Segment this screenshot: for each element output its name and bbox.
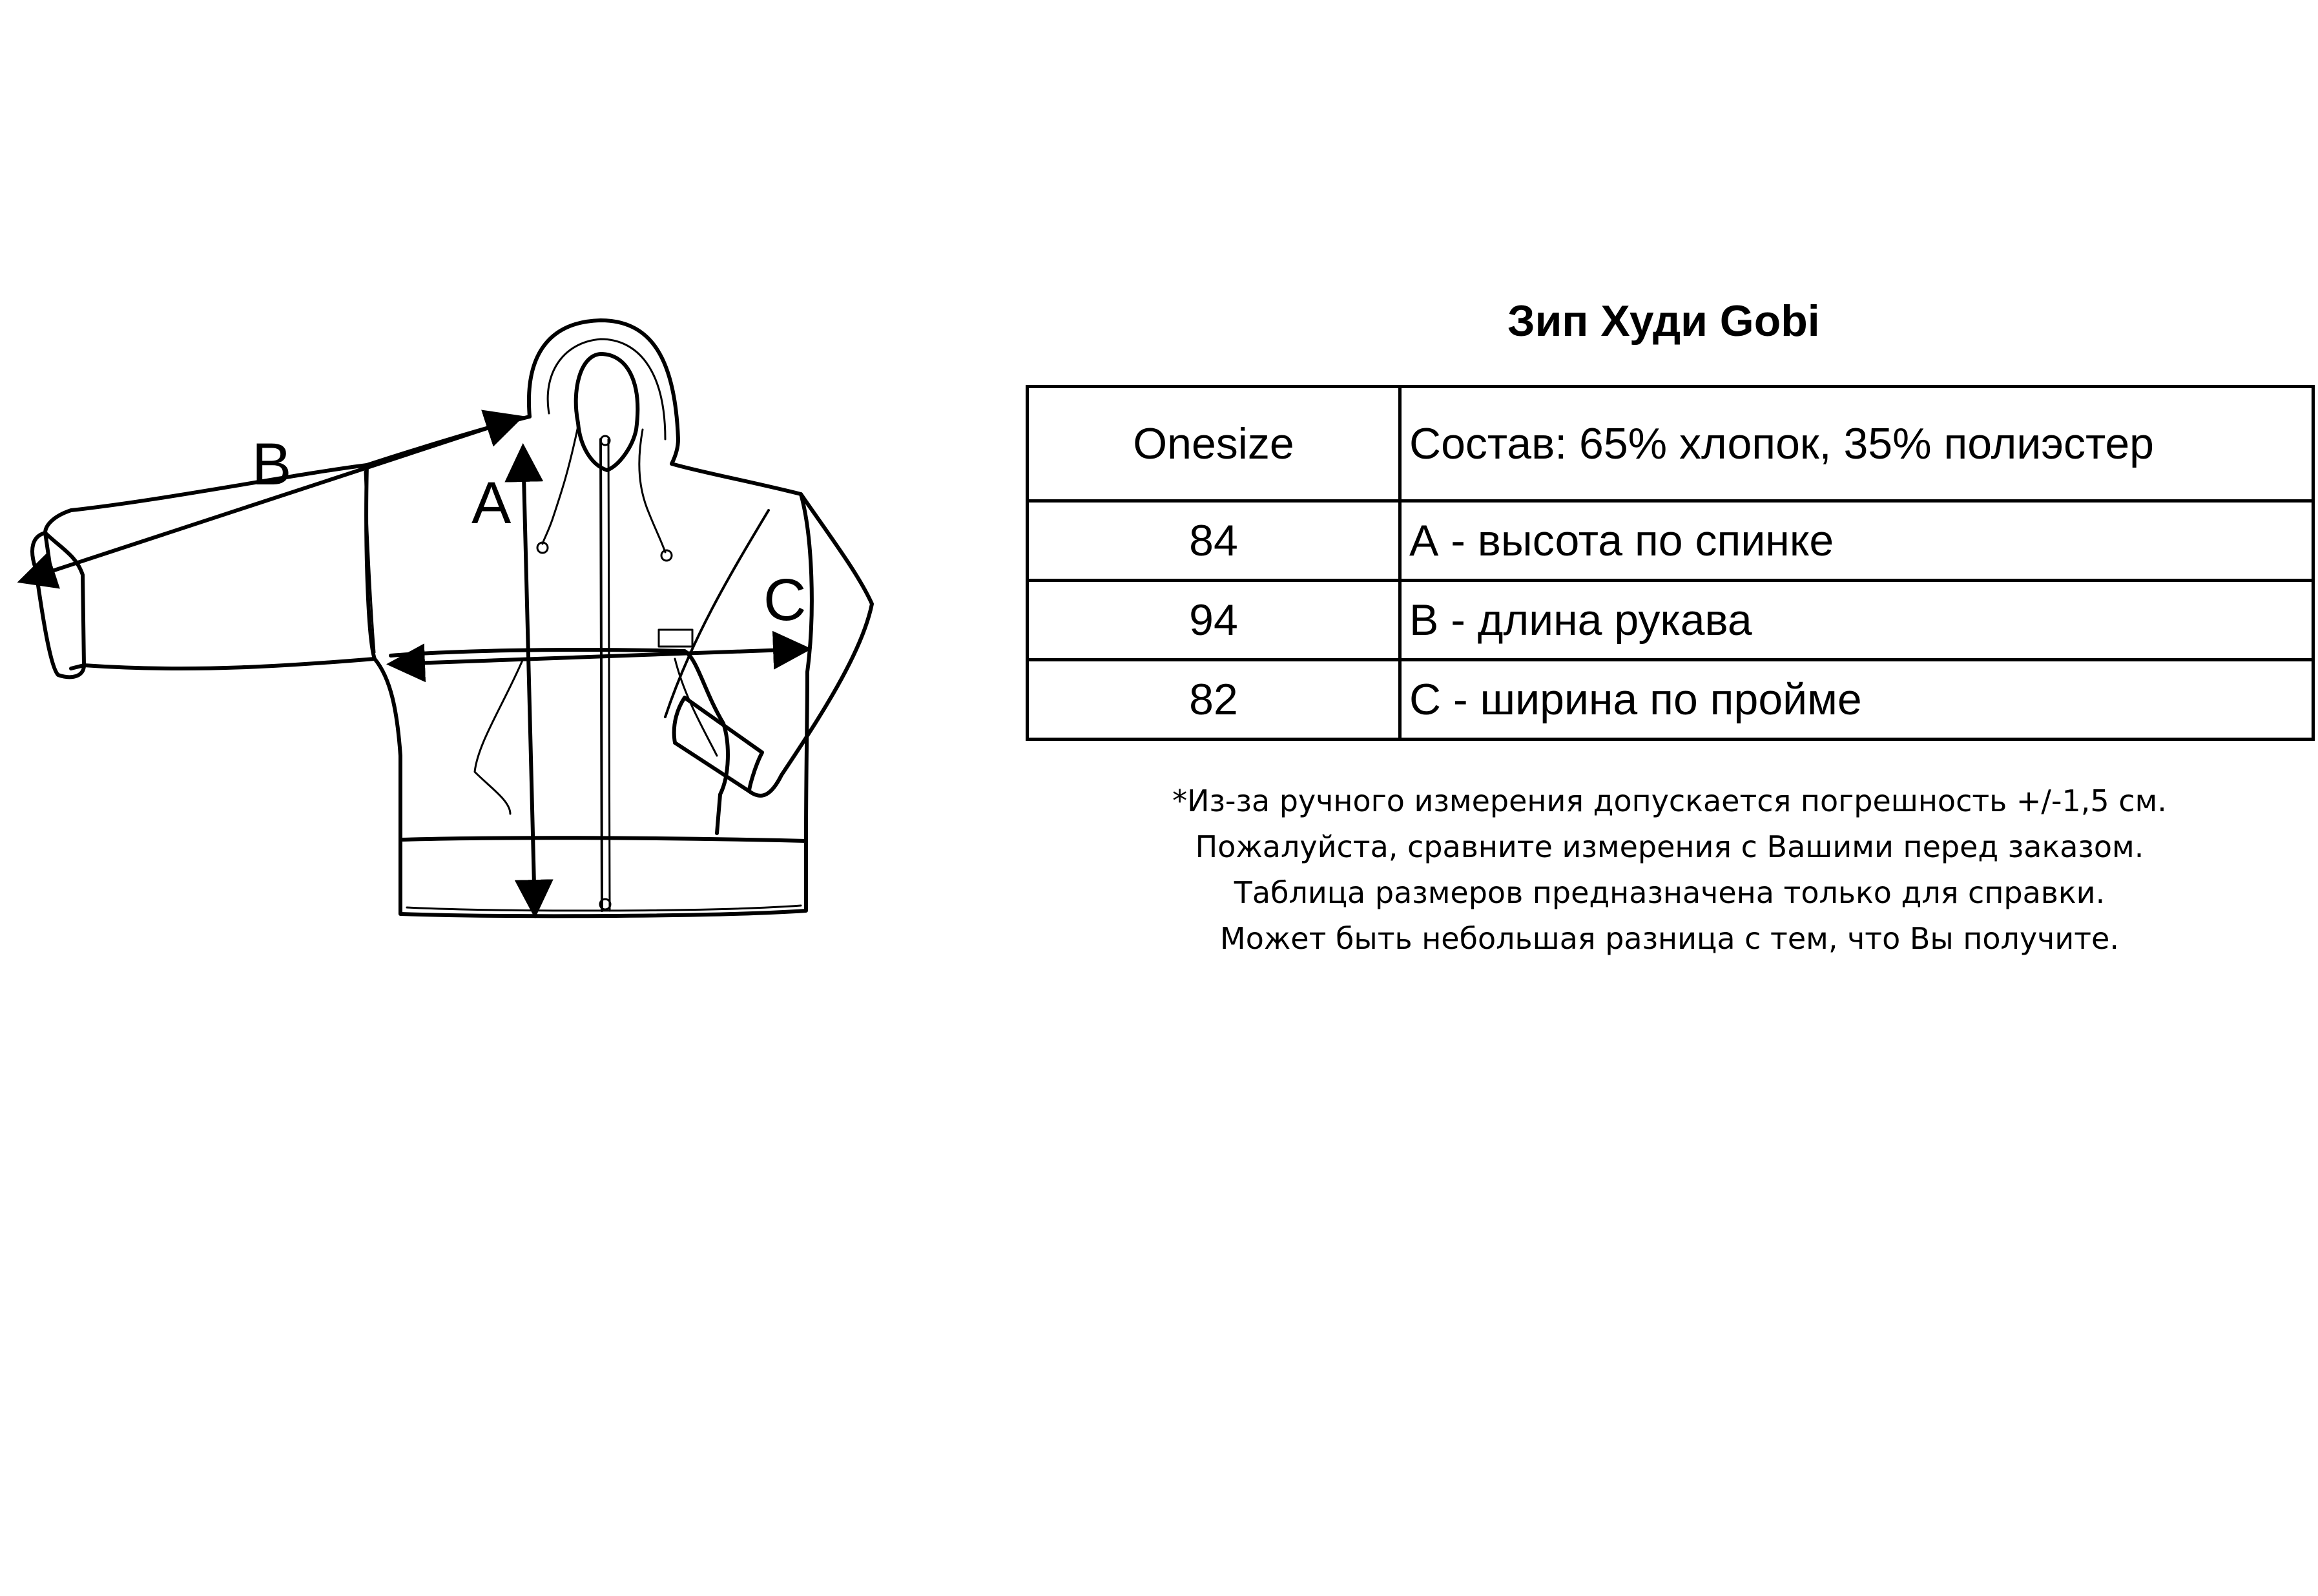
left-sleeve-lower [71, 659, 375, 668]
right-sleeve [675, 494, 872, 796]
pocket-left-opening [475, 659, 523, 814]
size-table [1026, 385, 2315, 741]
note-line: *Из-за ручного измерения допускается погрешность +/-1,5 см. [1172, 783, 2167, 818]
table-row [1028, 581, 2313, 660]
size-header-cell: Onesize [1028, 387, 1400, 501]
drawstring-left [543, 426, 578, 544]
zipper [601, 439, 602, 911]
kangaroo-pocket [391, 650, 728, 833]
dimension-arrow-a [523, 451, 535, 911]
left-sleeve [45, 465, 367, 568]
note-line: Таблица размеров предназначена только для справки. [1234, 875, 2106, 910]
hem-band [400, 838, 806, 916]
table-row [1028, 501, 2313, 581]
left-cuff [32, 533, 84, 677]
measurement-value: 84 [1028, 501, 1400, 581]
hood [529, 320, 678, 464]
note-line: Пожалуйста, сравните измерения с Вашими перед заказом. [1195, 829, 2144, 864]
dimension-label-a: A [471, 470, 512, 536]
note-line: Может быть небольшая разница с тем, что Вы получите. [1220, 921, 2119, 956]
hoodie-measurement-diagram [0, 278, 904, 962]
hood-opening [576, 354, 638, 470]
right-sleeve-inner [665, 510, 769, 717]
drawstring-tip-right [661, 550, 672, 561]
drawstring-right [639, 430, 665, 552]
measurement-value: 82 [1028, 660, 1400, 740]
zipper-track [608, 439, 610, 911]
product-title: Зип Худи Gobi [1507, 296, 1820, 346]
size-table-header-row [1028, 387, 2313, 501]
composition-header-cell: Состав: 65% хлопок, 35% полиэстер [1400, 387, 2313, 501]
measurement-label: А - высота по спинке [1400, 501, 2313, 581]
hoodie-outline [32, 320, 872, 916]
measurement-notes [1027, 778, 2312, 962]
dimension-label-c: C [763, 567, 807, 633]
table-row [1028, 660, 2313, 740]
chest-patch [659, 630, 692, 647]
dimension-label-b: B [252, 431, 292, 497]
measurement-label: В - длина рукава [1400, 581, 2313, 660]
measurement-value: 94 [1028, 581, 1400, 660]
measurement-label: С - ширина по пройме [1400, 660, 2313, 740]
